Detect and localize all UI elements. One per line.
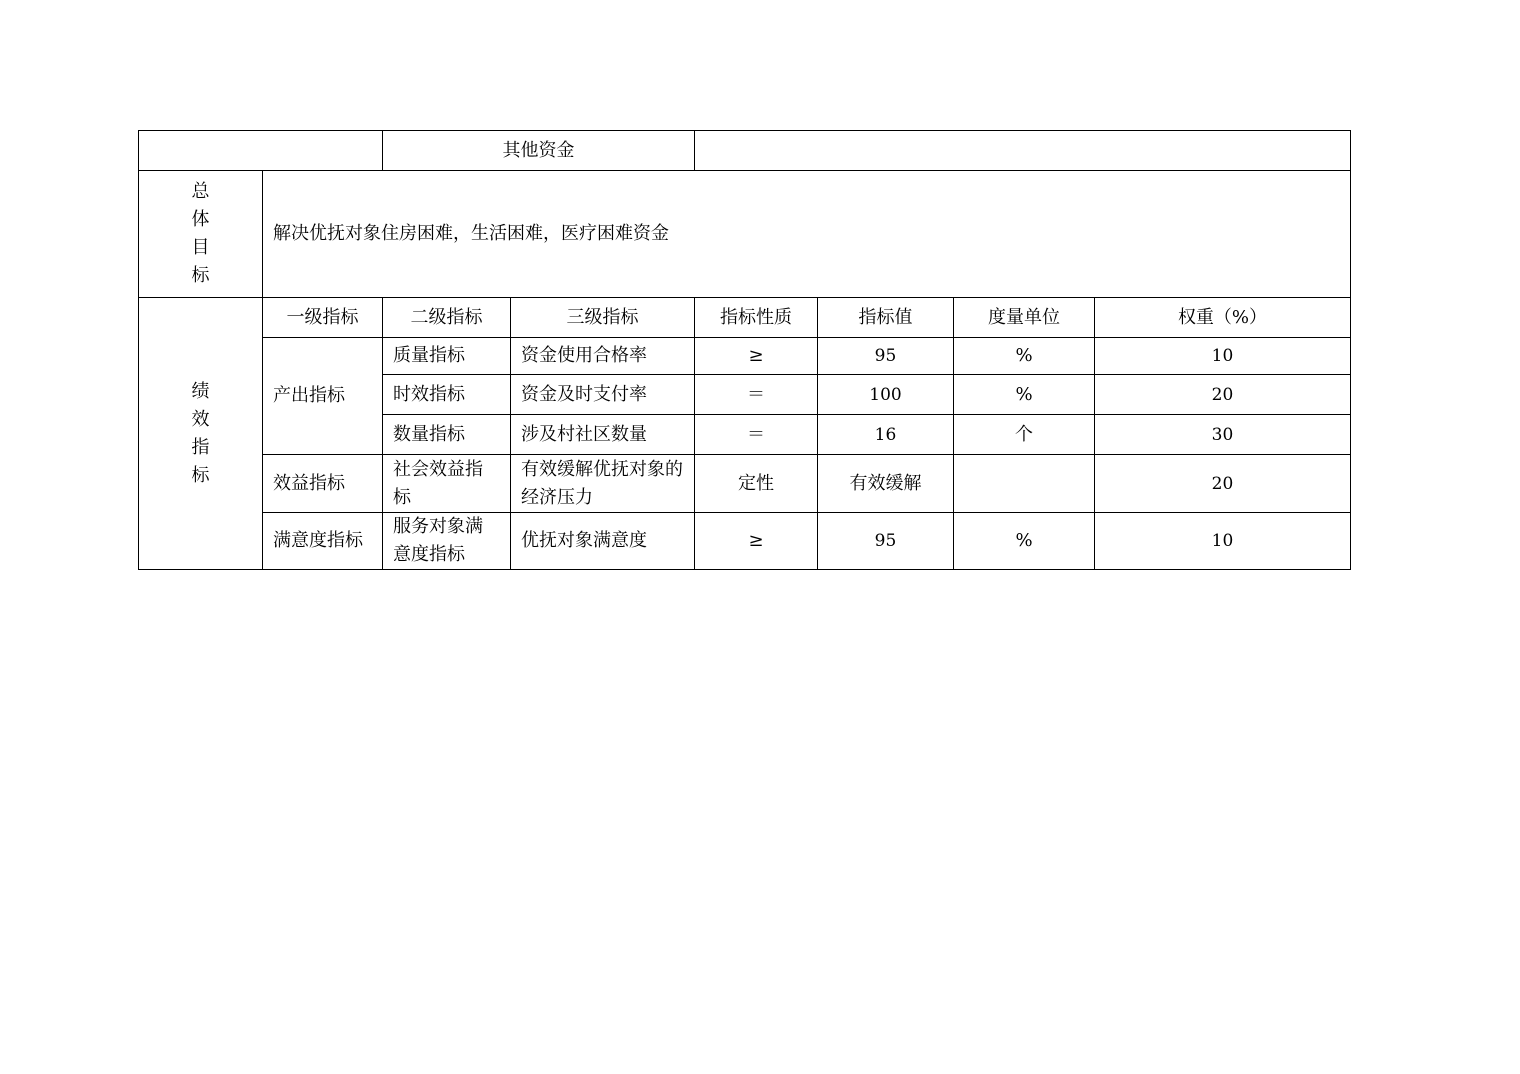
funding-row — [139, 131, 1351, 171]
nature-cell: ＝ — [695, 375, 818, 415]
weight-cell: 20 — [1095, 375, 1351, 415]
funding-label: 其他资金 — [383, 131, 695, 171]
overall-goal-label: 总 体 目 标 — [139, 171, 263, 298]
weight-cell: 30 — [1095, 415, 1351, 455]
value-cell: 95 — [818, 513, 954, 570]
level1-cell: 产出指标 — [263, 338, 383, 455]
unit-cell: % — [954, 513, 1095, 570]
level1-cell: 效益指标 — [263, 455, 383, 513]
level2-cell: 服务对象满意度指标 — [383, 513, 511, 570]
level2-cell: 质量指标 — [383, 338, 511, 375]
performance-label: 绩 效 指 标 — [139, 298, 263, 570]
header-weight: 权重（%） — [1095, 298, 1351, 338]
level3-cell: 有效缓解优抚对象的经济压力 — [511, 455, 695, 513]
level3-cell: 优抚对象满意度 — [511, 513, 695, 570]
funding-empty-cell — [139, 131, 383, 171]
header-level2: 二级指标 — [383, 298, 511, 338]
nature-cell: ≥ — [695, 338, 818, 375]
level1-cell: 满意度指标 — [263, 513, 383, 570]
level2-cell: 数量指标 — [383, 415, 511, 455]
level3-cell: 资金使用合格率 — [511, 338, 695, 375]
table-row — [139, 338, 1351, 375]
table-row — [139, 513, 1351, 570]
header-level3: 三级指标 — [511, 298, 695, 338]
header-nature: 指标性质 — [695, 298, 818, 338]
weight-cell: 10 — [1095, 338, 1351, 375]
nature-cell: ≥ — [695, 513, 818, 570]
nature-cell: ＝ — [695, 415, 818, 455]
header-unit: 度量单位 — [954, 298, 1095, 338]
value-cell: 有效缓解 — [818, 455, 954, 513]
weight-cell: 10 — [1095, 513, 1351, 570]
performance-table — [138, 130, 1351, 570]
header-value: 指标值 — [818, 298, 954, 338]
header-level1: 一级指标 — [263, 298, 383, 338]
overall-goal-row — [139, 171, 1351, 298]
table-row — [139, 455, 1351, 513]
value-cell: 100 — [818, 375, 954, 415]
level2-cell: 社会效益指标 — [383, 455, 511, 513]
nature-cell: 定性 — [695, 455, 818, 513]
weight-cell: 20 — [1095, 455, 1351, 513]
indicator-header-row — [139, 298, 1351, 338]
level3-cell: 资金及时支付率 — [511, 375, 695, 415]
unit-cell: % — [954, 375, 1095, 415]
overall-goal-text: 解决优抚对象住房困难，生活困难，医疗困难资金 — [263, 171, 1351, 298]
unit-cell: % — [954, 338, 1095, 375]
unit-cell: 个 — [954, 415, 1095, 455]
level3-cell: 涉及村社区数量 — [511, 415, 695, 455]
level2-cell: 时效指标 — [383, 375, 511, 415]
funding-value-cell — [695, 131, 1351, 171]
value-cell: 95 — [818, 338, 954, 375]
value-cell: 16 — [818, 415, 954, 455]
unit-cell — [954, 455, 1095, 513]
